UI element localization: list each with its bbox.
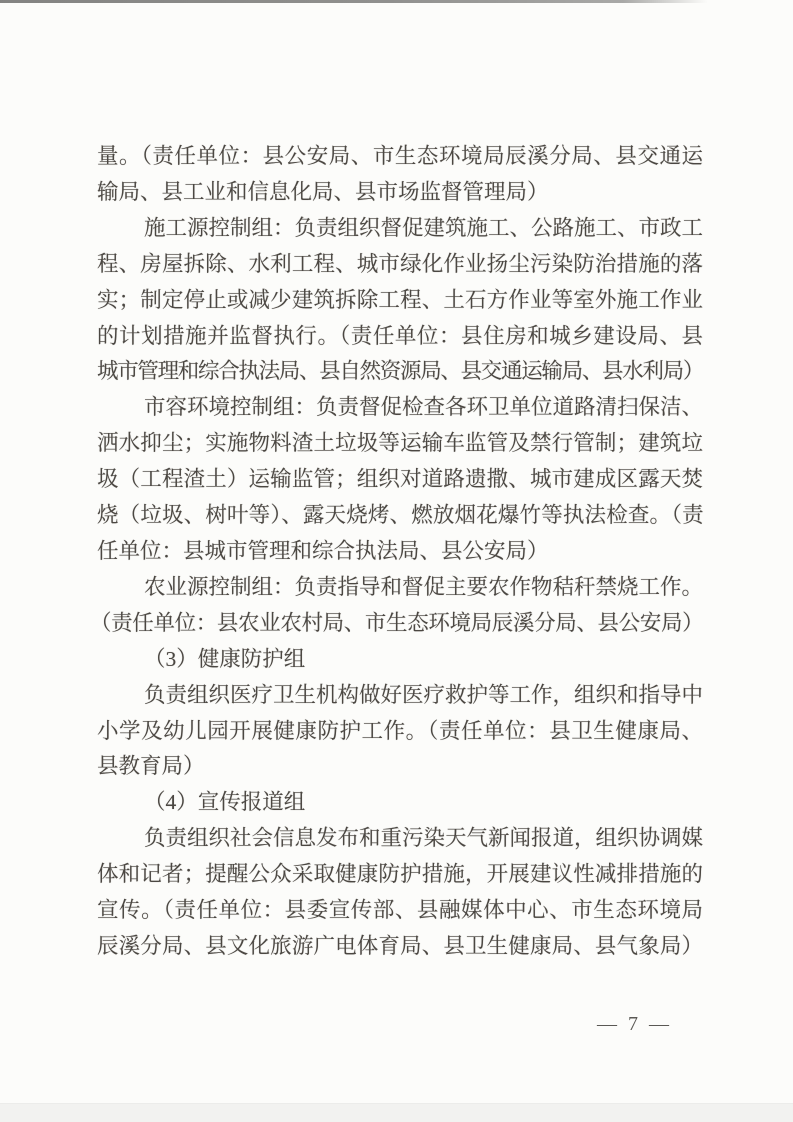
page-number: — 7 — [597, 1013, 672, 1035]
section-heading: （4）宣传报道组 [144, 790, 306, 815]
scan-artifact-top-edge [0, 0, 708, 3]
text-line: 程、房屋拆除、水利工程、城市绿化作业扬尘污染防治措施的落 [97, 251, 703, 276]
text-line: 施工源控制组：负责组织督促建筑施工、公路施工、市政工 [144, 215, 704, 240]
document-body [90, 139, 704, 965]
text-line: 圾（工程渣土）运输监管；组织对道路遗撒、城市建成区露天焚 [97, 467, 703, 492]
text-line: 体和记者；提醒公众采取健康防护措施，开展建议性减排措施的 [97, 862, 703, 887]
text-line: 量。（责任单位：县公安局、市生态环境局辰溪分局、县交通运 [97, 144, 703, 168]
text-line: 小学及幼儿园开展健康防护工作。（责任单位：县卫生健康局、 [97, 718, 703, 743]
text-line: 输局、县工业和信息化局、县市场监督管理局） [97, 179, 549, 204]
text-line: 农业源控制组：负责指导和督促主要农作物秸秆禁烧工作。 [144, 574, 704, 599]
text-line: 负责组织社会信息发布和重污染天气新闻报道，组织协调媒 [144, 826, 704, 851]
text-line: （责任单位：县农业农村局、市生态环境局辰溪分局、县公安局） [90, 610, 703, 635]
text-line: 负责组织医疗卫生机构做好医疗救护等工作，组织和指导中 [144, 682, 704, 707]
section-heading: （3）健康防护组 [144, 646, 306, 671]
text-line: 宣传。（责任单位：县委宣传部、县融媒体中心、市生态环境局 [97, 898, 703, 923]
scan-artifact-bottom-edge [0, 1103, 793, 1122]
text-line: 市容环境控制组：负责督促检查各环卫单位道路清扫保洁、 [144, 395, 704, 420]
text-line: 的计划措施并监督执行。（责任单位：县住房和城乡建设局、县 [97, 323, 703, 348]
page-footer [597, 1013, 672, 1036]
text-line: 辰溪分局、县文化旅游广电体育局、县卫生健康局、县气象局） [97, 933, 703, 958]
text-line: 实；制定停止或减少建筑拆除工程、土石方作业等室外施工作业 [97, 287, 703, 312]
text-line: 烧（垃圾、树叶等）、露天烧烤、燃放烟花爆竹等执法检查。（责 [97, 503, 703, 528]
text-line: 洒水抑尘；实施物料渣土垃圾等运输车监管及禁行管制；建筑垃 [97, 431, 703, 456]
text-line: 任单位：县城市管理和综合执法局、县公安局） [97, 538, 549, 563]
text-line: 县教育局） [97, 754, 205, 779]
text-line: 城市管理和综合执法局、县自然资源局、县交通运输局、县水利局） [97, 359, 703, 384]
